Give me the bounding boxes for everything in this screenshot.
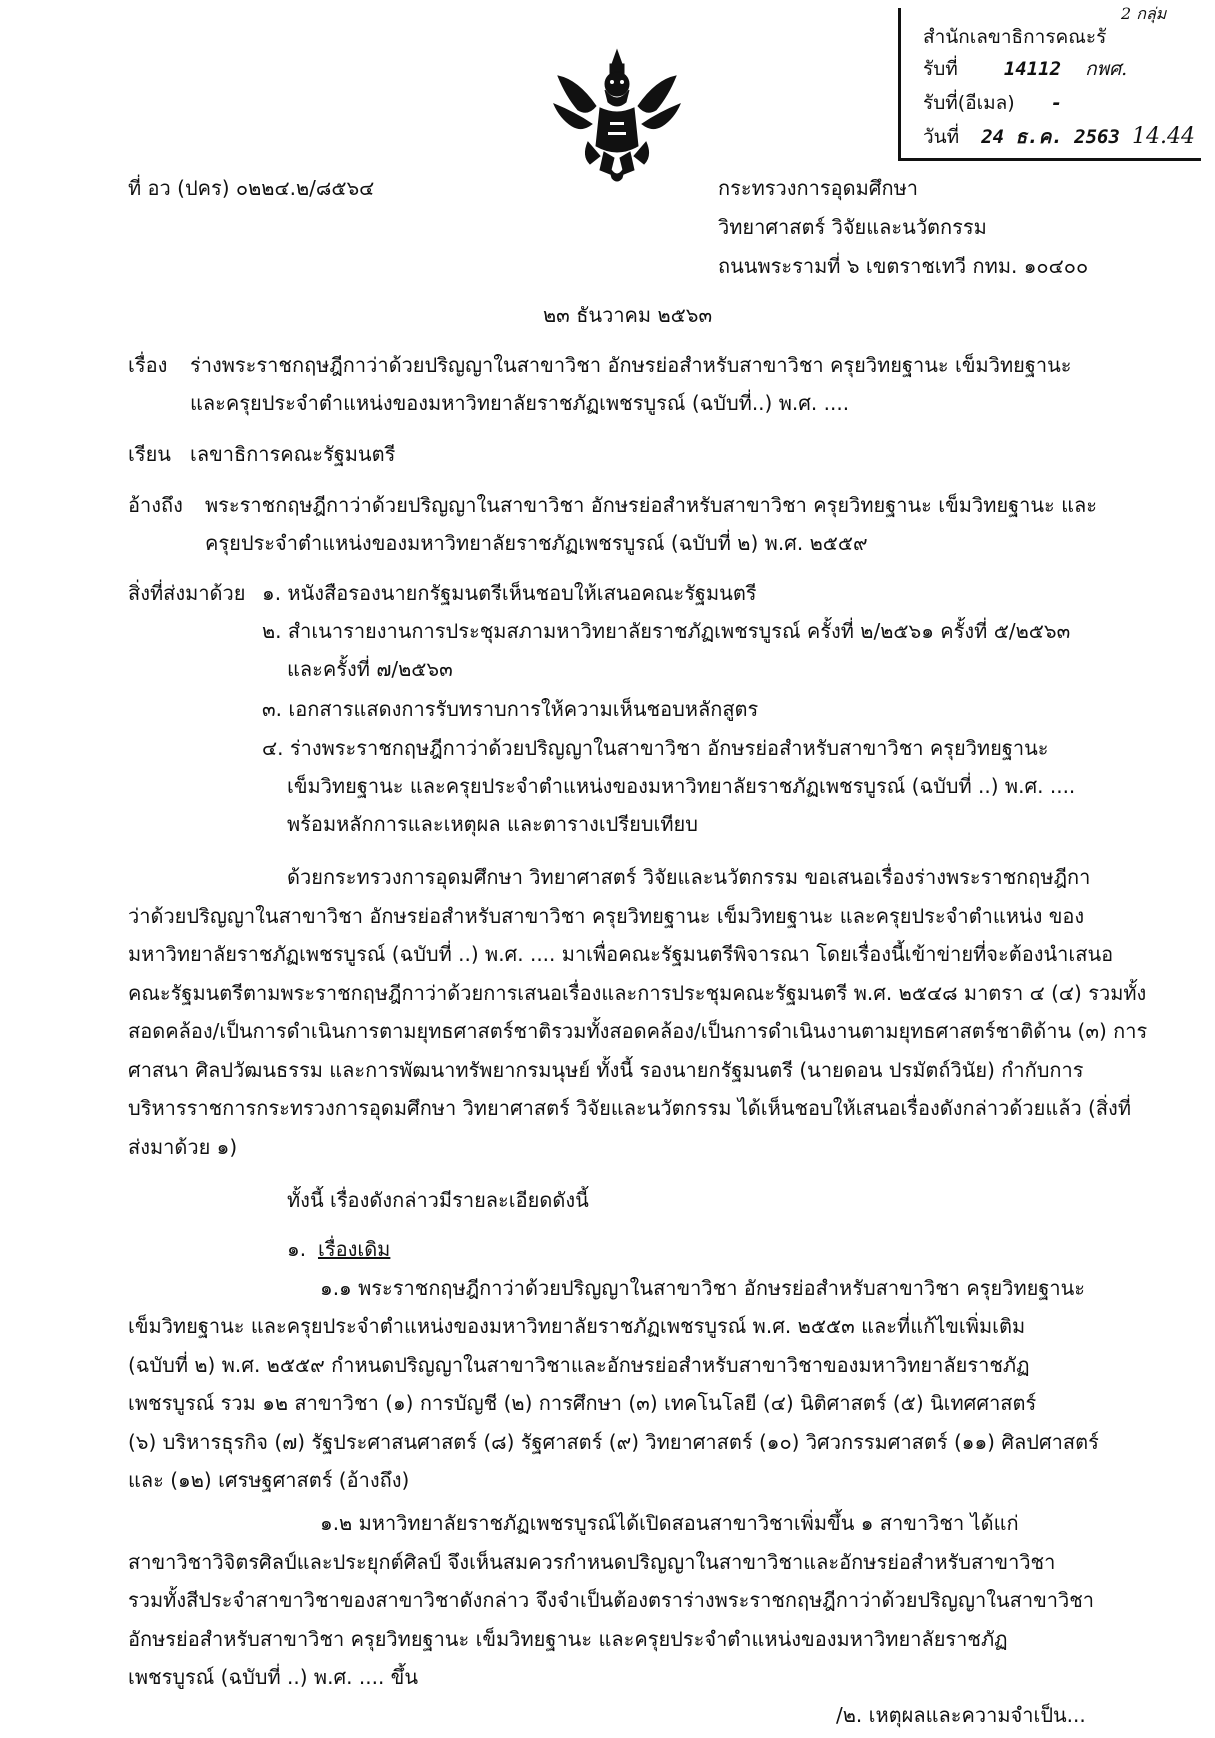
section-number: ๑. (287, 1237, 307, 1261)
body-line: ส่งมาด้วย ๑) (128, 1135, 238, 1159)
subject-line: ร่างพระราชกฤษฎีกาว่าด้วยปริญญาในสาขาวิชา อักษรย่อสำหรับสาขาวิชา ครุยวิทยฐานะ เข็มวิทยฐานะ (190, 353, 1072, 377)
reference-label: อ้างถึง (128, 493, 183, 517)
sender-org-line2: วิทยาศาสตร์ วิจัยและนวัตกรรม (718, 215, 987, 239)
stamp-office: สำนักเลขาธิการคณะรั (923, 26, 1107, 48)
sender-address: ถนนพระรามที่ ๖ เขตราชเทวี กทม. ๑๐๔๐๐ (718, 254, 1089, 278)
enclosure-item: ๔. ร่างพระราชกฤษฎีกาว่าด้วยปริญญาในสาขาวิชา อักษรย่อสำหรับสาขาวิชา ครุยวิทยฐานะ (262, 736, 1049, 760)
receipt-stamp (898, 4, 1201, 161)
reference-line: ครุยประจำตำแหน่งของมหาวิทยาลัยราชภัฏเพชรบูรณ์ (ฉบับที่ ๒) พ.ศ. ๒๕๕๙ (205, 531, 868, 555)
body-line: ว่าด้วยปริญญาในสาขาวิชา อักษรย่อสำหรับสาขาวิชา ครุยวิทยฐานะ เข็มวิทยฐานะ และครุยประจำตำแหน่ง ของ (128, 904, 1085, 928)
body-line: บริหารราชการกระทรวงการอุดมศึกษา วิทยาศาสตร์ วิจัยและนวัตกรรม ได้เห็นชอบให้เสนอเรื่องดังกล่าวด้วยแล้ว (สิ่งที่ (128, 1096, 1132, 1120)
garuda-emblem (548, 46, 686, 186)
subject-label: เรื่อง (128, 353, 168, 377)
body-line: (ฉบับที่ ๒) พ.ศ. ๒๕๕๙ กำหนดปริญญาในสาขาวิชาและอักษรย่อสำหรับสาขาวิชาของมหาวิทยาลัยราชภัฏ (128, 1353, 1030, 1377)
stamp-email-label: รับที่(อีเมล) (923, 92, 1015, 114)
reference-line: พระราชกฤษฎีกาว่าด้วยปริญญาในสาขาวิชา อักษรย่อสำหรับสาขาวิชา ครุยวิทยฐานะ เข็มวิทยฐานะ และ (205, 493, 1098, 517)
enclosure-item: เข็มวิทยฐานะ และครุยประจำตำแหน่งของมหาวิทยาลัยราชภัฏเพชรบูรณ์ (ฉบับที่ ..) พ.ศ. .... (287, 774, 1076, 798)
stamp-email-value: - (1050, 92, 1063, 114)
document-number: ที่ อว (ปคร) ๐๒๒๔.๒/๘๕๖๔ (128, 176, 375, 200)
subject-line: และครุยประจำตำแหน่งของมหาวิทยาลัยราชภัฏเพชรบูรณ์ (ฉบับที่..) พ.ศ. .... (190, 391, 850, 415)
enclosure-item: ๓. เอกสารแสดงการรับทราบการให้ความเห็นชอบหลักสูตร (262, 697, 759, 721)
details-intro: ทั้งนี้ เรื่องดังกล่าวมีรายละเอียดดังนี้ (287, 1188, 589, 1212)
body-line: รวมทั้งสีประจำสาขาวิชาของสาขาวิชาดังกล่าว จึงจำเป็นต้องตราร่างพระราชกฤษฎีกาว่าด้วยปริญญาในสาขาวิชา (128, 1588, 1095, 1612)
stamp-date-label: วันที่ (923, 126, 960, 148)
section-title: เรื่องเดิม (318, 1237, 391, 1261)
recipient: เลขาธิการคณะรัฐมนตรี (190, 442, 396, 466)
enclosures-label: สิ่งที่ส่งมาด้วย (128, 581, 246, 605)
stamp-date-value: 24 ธ.ค. 2563 (981, 126, 1120, 148)
letter-date: ๒๓ ธันวาคม ๒๕๖๓ (543, 303, 713, 327)
enclosure-item: ๒. สำเนารายงานการประชุมสภามหาวิทยาลัยราชภัฏเพชรบูรณ์ ครั้งที่ ๒/๒๕๖๑ ครั้งที่ ๕/๒๕๖๓ (262, 619, 1071, 643)
body-line: เข็มวิทยฐานะ และครุยประจำตำแหน่งของมหาวิทยาลัยราชภัฏเพชรบูรณ์ พ.ศ. ๒๕๕๓ และที่แก้ไขเพิ่มเติม (128, 1314, 1026, 1338)
body-line: มหาวิทยาลัยราชภัฏเพชรบูรณ์ (ฉบับที่ ..) พ.ศ. .... มาเพื่อคณะรัฐมนตรีพิจารณา โดยเรื่องนี้เข้าข่ายที่จะต้องนำเสนอ (128, 942, 1114, 966)
body-line: เพชรบูรณ์ (ฉบับที่ ..) พ.ศ. .... ขึ้น (128, 1665, 418, 1689)
stamp-time-value: 14.44 (1131, 124, 1195, 149)
enclosure-item: และครั้งที่ ๗/๒๕๖๓ (287, 657, 453, 681)
body-line: เพชรบูรณ์ รวม ๑๒ สาขาวิชา (๑) การบัญชี (๒) การศึกษา (๓) เทคโนโลยี (๔) นิติศาสตร์ (๕) นิเทศศาสตร์ (128, 1391, 1037, 1415)
stamp-received-code: กพศ. (1085, 58, 1128, 80)
recipient-label: เรียน (128, 442, 171, 466)
continuation-note: /๒. เหตุผลและความจำเป็น... (836, 1703, 1086, 1727)
stamp-top-note: 2 กลุ่ม (1121, 4, 1167, 23)
stamp-received-number: 14112 (1003, 58, 1062, 80)
body-line: (๖) บริหารธุรกิจ (๗) รัฐประศาสนศาสตร์ (๘) รัฐศาสตร์ (๙) วิทยาศาสตร์ (๑๐) วิศวกรรมศาสตร์ (๑๑) ศิลปศาสตร์ (128, 1430, 1099, 1454)
body-line: ๑.๒ มหาวิทยาลัยราชภัฏเพชรบูรณ์ได้เปิดสอนสาขาวิชาเพิ่มขึ้น ๑ สาขาวิชา ได้แก่ (320, 1511, 1019, 1535)
enclosure-item: ๑. หนังสือรองนายกรัฐมนตรีเห็นชอบให้เสนอคณะรัฐมนตรี (262, 581, 757, 605)
body-line: คณะรัฐมนตรีตามพระราชกฤษฎีกาว่าด้วยการเสนอเรื่องและการประชุมคณะรัฐมนตรี พ.ศ. ๒๕๔๘ มาตรา ๔ (๔) รวมทั้ง (128, 981, 1147, 1005)
body-line: ด้วยกระทรวงการอุดมศึกษา วิทยาศาสตร์ วิจัยและนวัตกรรม ขอเสนอเรื่องร่างพระราชกฤษฎีกา (287, 865, 1091, 889)
body-line: อักษรย่อสำหรับสาขาวิชา ครุยวิทยฐานะ เข็มวิทยฐานะ และครุยประจำตำแหน่งของมหาวิทยาลัยราชภัฏ (128, 1627, 1008, 1651)
body-line: ศาสนา ศิลปวัฒนธรรม และการพัฒนาทรัพยากรมนุษย์ ทั้งนี้ รองนายกรัฐมนตรี (นายดอน ปรมัตถ์วินัย) กำกับการ (128, 1058, 1084, 1082)
stamp-received-label: รับที่ (923, 58, 958, 80)
enclosure-item: พร้อมหลักการและเหตุผล และตารางเปรียบเทียบ (287, 812, 698, 836)
body-line: และ (๑๒) เศรษฐศาสตร์ (อ้างถึง) (128, 1468, 410, 1492)
body-line: สอดคล้อง/เป็นการดำเนินการตามยุทธศาสตร์ชาติรวมทั้งสอดคล้อง/เป็นการดำเนินงานตามยุทธศาสตร์ชาติด้าน (๓) การ (128, 1019, 1148, 1043)
sender-org-line1: กระทรวงการอุดมศึกษา (718, 176, 918, 200)
body-line: สาขาวิชาวิจิตรศิลป์และประยุกต์ศิลป์ จึงเห็นสมควรกำหนดปริญญาในสาขาวิชาและอักษรย่อสำหรับสาขาวิชา (128, 1550, 1056, 1574)
body-line: ๑.๑ พระราชกฤษฎีกาว่าด้วยปริญญาในสาขาวิชา อักษรย่อสำหรับสาขาวิชา ครุยวิทยฐานะ (320, 1276, 1086, 1300)
